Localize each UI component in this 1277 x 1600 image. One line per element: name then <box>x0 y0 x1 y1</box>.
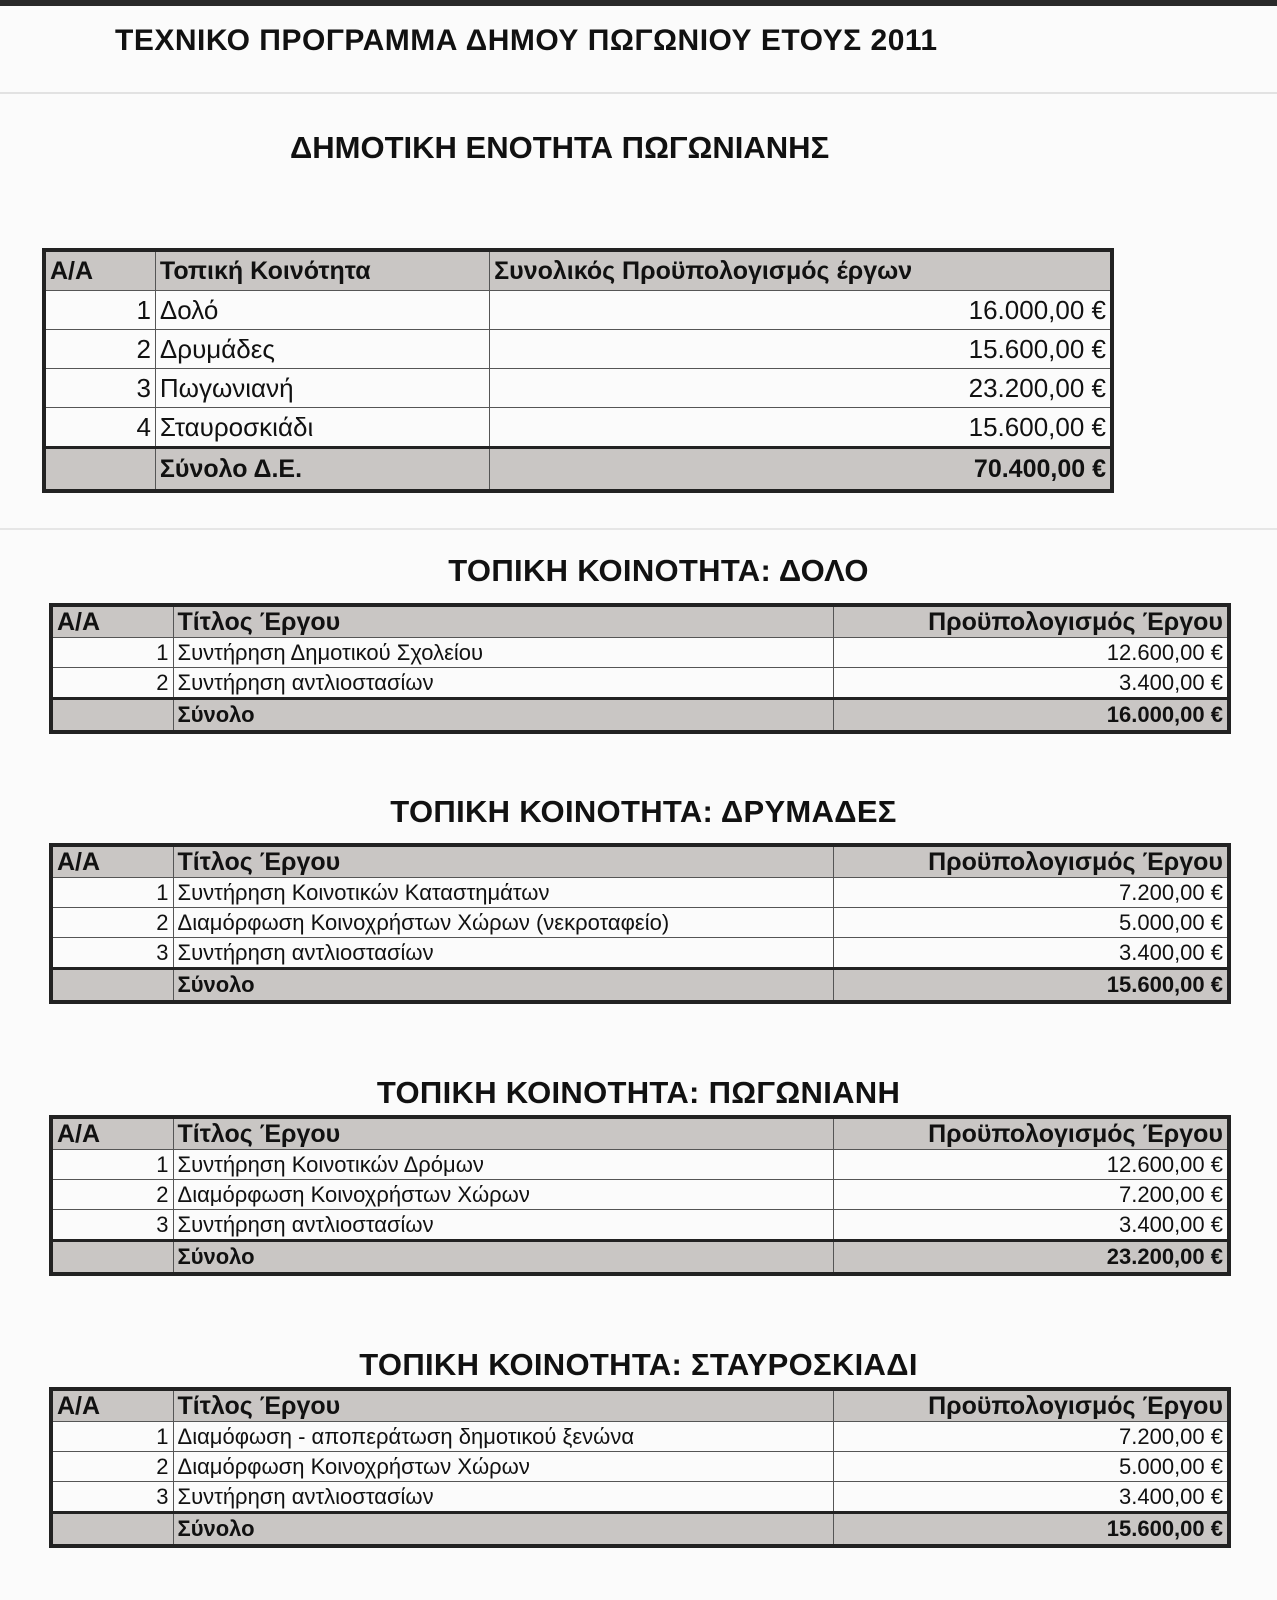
total-amount: 23.200,00 € <box>833 1241 1229 1275</box>
row-number: 3 <box>51 938 173 969</box>
header-project-budget: Προϋπολογισμός Έργου <box>833 1389 1229 1422</box>
paper-fold-line <box>0 92 1277 94</box>
header-project-budget: Προϋπολογισμός Έργου <box>833 1117 1229 1150</box>
table-row <box>44 408 1112 448</box>
project-amount: 7.200,00 € <box>833 1180 1229 1210</box>
community-heading-drymades: ΤΟΠΙΚΗ ΚΟΙΝΟΤΗΤΑ: ΔΡΥΜΑΔΕΣ <box>390 794 897 829</box>
header-project-budget: Προϋπολογισμός Έργου <box>833 845 1229 878</box>
row-number: 4 <box>44 408 155 448</box>
header-aa: Α/Α <box>51 845 173 878</box>
total-amount: 70.400,00 € <box>490 448 1112 492</box>
paper-fold-line <box>0 528 1277 530</box>
header-aa: Α/Α <box>44 250 155 291</box>
table-row <box>44 291 1112 330</box>
total-amount: 16.000,00 € <box>833 699 1229 733</box>
header-project-title: Τίτλος Έργου <box>173 605 833 638</box>
table-row <box>51 908 1229 938</box>
project-title: Διαμόρφωση Κοινοχρήστων Χώρων (νεκροταφείο) <box>173 908 833 938</box>
community-name: Δολό <box>155 291 489 330</box>
scan-top-edge <box>0 0 1277 6</box>
summary-table <box>42 248 1114 493</box>
header-aa: Α/Α <box>51 1117 173 1150</box>
community-name: Πωγωνιανή <box>155 369 489 408</box>
table-row <box>51 1482 1229 1513</box>
row-number: 1 <box>51 1422 173 1452</box>
total-empty-cell <box>51 969 173 1003</box>
projects-header-row <box>51 1389 1229 1422</box>
project-title: Διαμόρφωση Κοινοχρήστων Χώρων <box>173 1452 833 1482</box>
project-title: Συντήρηση Κοινοτικών Καταστημάτων <box>173 878 833 908</box>
row-number: 1 <box>44 291 155 330</box>
projects-total-row <box>51 1241 1229 1275</box>
table-row <box>44 369 1112 408</box>
project-amount: 3.400,00 € <box>833 1482 1229 1513</box>
row-number: 2 <box>51 668 173 699</box>
project-amount: 3.400,00 € <box>833 1210 1229 1241</box>
project-title: Διαμόρφωση Κοινοχρήστων Χώρων <box>173 1180 833 1210</box>
table-row <box>44 330 1112 369</box>
row-number: 2 <box>51 1180 173 1210</box>
header-project-budget: Προϋπολογισμός Έργου <box>833 605 1229 638</box>
total-label: Σύνολο <box>173 699 833 733</box>
table-row <box>51 1422 1229 1452</box>
table-row <box>51 1210 1229 1241</box>
total-label: Σύνολο <box>173 1513 833 1547</box>
total-empty-cell <box>51 1241 173 1275</box>
total-empty-cell <box>44 448 155 492</box>
total-empty-cell <box>51 699 173 733</box>
header-project-title: Τίτλος Έργου <box>173 845 833 878</box>
projects-total-row <box>51 699 1229 733</box>
row-amount: 15.600,00 € <box>490 330 1112 369</box>
header-project-title: Τίτλος Έργου <box>173 1117 833 1150</box>
total-amount: 15.600,00 € <box>833 1513 1229 1547</box>
header-project-title: Τίτλος Έργου <box>173 1389 833 1422</box>
project-title: Συντήρηση αντλιοστασίων <box>173 938 833 969</box>
total-label: Σύνολο <box>173 969 833 1003</box>
project-amount: 3.400,00 € <box>833 668 1229 699</box>
total-amount: 15.600,00 € <box>833 969 1229 1003</box>
project-amount: 5.000,00 € <box>833 1452 1229 1482</box>
projects-table-pogoniani <box>49 1115 1231 1276</box>
header-aa: Α/Α <box>51 1389 173 1422</box>
table-row <box>51 938 1229 969</box>
document-title: ΤΕΧΝΙΚΟ ΠΡΟΓΡΑΜΜΑ ΔΗΜΟΥ ΠΩΓΩΝΙΟΥ ΕΤΟΥΣ 2011 <box>115 24 938 57</box>
project-title: Συντήρηση αντλιοστασίων <box>173 1482 833 1513</box>
header-aa: Α/Α <box>51 605 173 638</box>
table-row <box>51 638 1229 668</box>
table-row <box>51 668 1229 699</box>
row-number: 1 <box>51 878 173 908</box>
projects-header-row <box>51 845 1229 878</box>
row-number: 3 <box>44 369 155 408</box>
header-community: Τοπική Κοινότητα <box>155 250 489 291</box>
projects-table-dolo <box>49 603 1231 734</box>
row-number: 2 <box>51 908 173 938</box>
project-amount: 12.600,00 € <box>833 638 1229 668</box>
project-title: Συντήρηση Δημοτικού Σχολείου <box>173 638 833 668</box>
row-amount: 15.600,00 € <box>490 408 1112 448</box>
project-title: Συντήρηση αντλιοστασίων <box>173 668 833 699</box>
projects-header-row <box>51 1117 1229 1150</box>
community-heading-stavroskiadi: ΤΟΠΙΚΗ ΚΟΙΝΟΤΗΤΑ: ΣΤΑΥΡΟΣΚΙΑΔΙ <box>359 1347 918 1382</box>
total-empty-cell <box>51 1513 173 1547</box>
project-amount: 12.600,00 € <box>833 1150 1229 1180</box>
project-title: Συντήρηση Κοινοτικών Δρόμων <box>173 1150 833 1180</box>
project-amount: 7.200,00 € <box>833 1422 1229 1452</box>
project-title: Συντήρηση αντλιοστασίων <box>173 1210 833 1241</box>
table-row <box>51 878 1229 908</box>
table-row <box>51 1452 1229 1482</box>
table-row <box>51 1180 1229 1210</box>
projects-table-drymades <box>49 843 1231 1004</box>
project-amount: 5.000,00 € <box>833 908 1229 938</box>
total-label: Σύνολο <box>173 1241 833 1275</box>
table-row <box>51 1150 1229 1180</box>
community-heading-dolo: ΤΟΠΙΚΗ ΚΟΙΝΟΤΗΤΑ: ΔΟΛΟ <box>448 553 869 588</box>
row-amount: 23.200,00 € <box>490 369 1112 408</box>
community-heading-pogoniani: ΤΟΠΙΚΗ ΚΟΙΝΟΤΗΤΑ: ΠΩΓΩΝΙΑΝΗ <box>376 1075 901 1110</box>
projects-header-row <box>51 605 1229 638</box>
header-total-budget: Συνολικός Προϋπολογισμός έργων <box>490 250 1112 291</box>
row-number: 2 <box>44 330 155 369</box>
row-number: 2 <box>51 1452 173 1482</box>
projects-total-row <box>51 969 1229 1003</box>
row-number: 1 <box>51 638 173 668</box>
project-amount: 3.400,00 € <box>833 938 1229 969</box>
summary-heading: ΔΗΜΟΤΙΚΗ ΕΝΟΤΗΤΑ ΠΩΓΩΝΙΑΝΗΣ <box>290 130 830 165</box>
projects-total-row <box>51 1513 1229 1547</box>
project-title: Διαμόφωση - αποπεράτωση δημοτικού ξενώνα <box>173 1422 833 1452</box>
summary-total-row <box>44 448 1112 492</box>
community-name: Δρυμάδες <box>155 330 489 369</box>
row-number: 3 <box>51 1482 173 1513</box>
projects-table-stavroskiadi <box>49 1387 1231 1548</box>
row-amount: 16.000,00 € <box>490 291 1112 330</box>
community-name: Σταυροσκιάδι <box>155 408 489 448</box>
row-number: 1 <box>51 1150 173 1180</box>
project-amount: 7.200,00 € <box>833 878 1229 908</box>
total-label: Σύνολο Δ.Ε. <box>155 448 489 492</box>
row-number: 3 <box>51 1210 173 1241</box>
summary-header-row <box>44 250 1112 291</box>
